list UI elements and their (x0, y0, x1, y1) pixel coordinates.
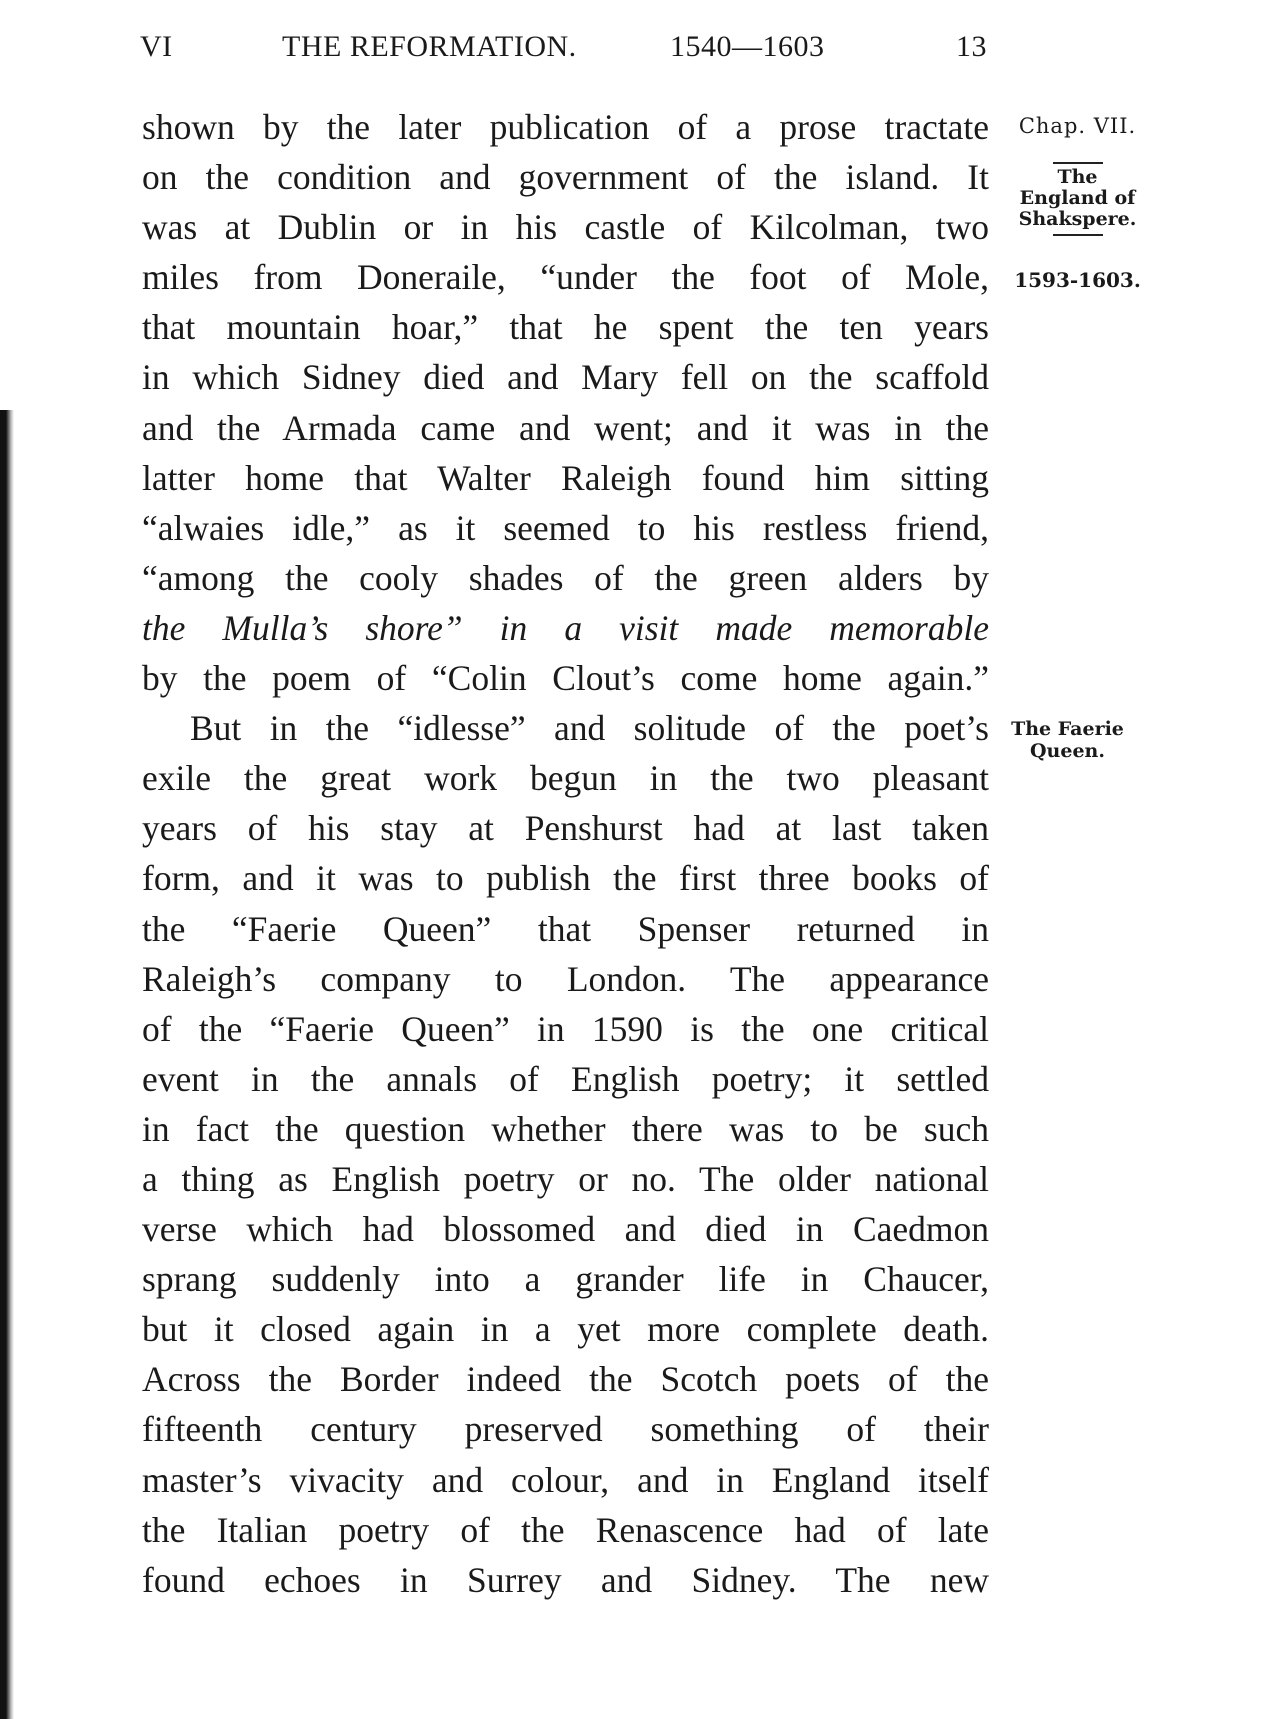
body-line: latter home that Walter Raleigh found him sitting (142, 457, 989, 498)
body-line: master’s vivacity and colour, and in England itself (142, 1459, 989, 1500)
body-line: exile the great work begun in the two pleasant (142, 758, 989, 799)
chapter-numeral: VI (140, 30, 173, 63)
body-line: verse which had blossomed and died in Caedmon (142, 1209, 989, 1250)
running-title: THE REFORMATION. (282, 30, 577, 63)
body-line: sprang suddenly into a grander life in Chaucer, (142, 1259, 989, 1300)
body-line: in fact the question whether there was to be such (142, 1108, 989, 1149)
margin-section-line: Shakspere. (1018, 208, 1137, 230)
body-line: the Mulla’s shore” in a visit made memorable (142, 607, 989, 648)
body-line: miles from Doneraile, “under the foot of Mole, (142, 257, 989, 298)
margin-years: 1593-1603. (1014, 268, 1141, 292)
body-line: Across the Border indeed the Scotch poets of the (142, 1359, 989, 1400)
margin-topic-line: The Faerie (1011, 718, 1124, 740)
body-line: fifteenth century preserved something of their (142, 1409, 989, 1450)
body-line: the “Faerie Queen” that Spenser returned in (142, 908, 989, 949)
running-head (140, 30, 1000, 70)
body-line: was at Dublin or in his castle of Kilcolman, two (142, 207, 989, 248)
body-line: in which Sidney died and Mary fell on the scaffold (142, 357, 989, 398)
body-line: years of his stay at Penshurst had at last taken (142, 808, 989, 849)
body-line: “among the cooly shades of the green alders by (142, 557, 989, 598)
divider (1053, 234, 1103, 236)
body-line: of the “Faerie Queen” in 1590 is the one critical (142, 1008, 989, 1049)
body-text (142, 102, 989, 1605)
page-binding-edge (0, 410, 14, 1719)
body-line: found echoes in Surrey and Sidney. The new (142, 1559, 989, 1600)
body-line: shown by the later publication of a prose tractate (142, 107, 989, 147)
body-line: “alwaies idle,” as it seemed to his restless friend, (142, 507, 989, 548)
margin-section-line: The (1057, 166, 1098, 188)
margin-chapter: Chap. VII. (1018, 114, 1137, 138)
body-line: that mountain hoar,” that he spent the ten years (142, 307, 989, 348)
body-line: event in the annals of English poetry; it settled (142, 1058, 989, 1099)
margin-section-title (1000, 162, 1155, 236)
body-line: Raleigh’s company to London. The appearance (142, 958, 989, 999)
body-line: by the poem of “Colin Clout’s come home again.” (142, 658, 989, 699)
body-line: and the Armada came and went; and it was in the (142, 407, 989, 448)
page-number: 13 (956, 30, 987, 63)
body-line: but it closed again in a yet more complete death. (142, 1309, 989, 1350)
body-line: the Italian poetry of the Renascence had of late (142, 1509, 989, 1550)
margin-topic-line: Queen. (1030, 740, 1105, 762)
body-line: But in the “idlesse” and solitude of the poet’s (190, 708, 989, 749)
margin-topic (1005, 718, 1130, 762)
body-line: on the condition and government of the island. It (142, 157, 989, 198)
divider (1053, 162, 1103, 164)
body-line: form, and it was to publish the first three books of (142, 858, 989, 899)
body-line: a thing as English poetry or no. The older national (142, 1158, 989, 1199)
running-dates: 1540—1603 (670, 30, 825, 63)
margin-section-line: England of (1019, 187, 1136, 209)
